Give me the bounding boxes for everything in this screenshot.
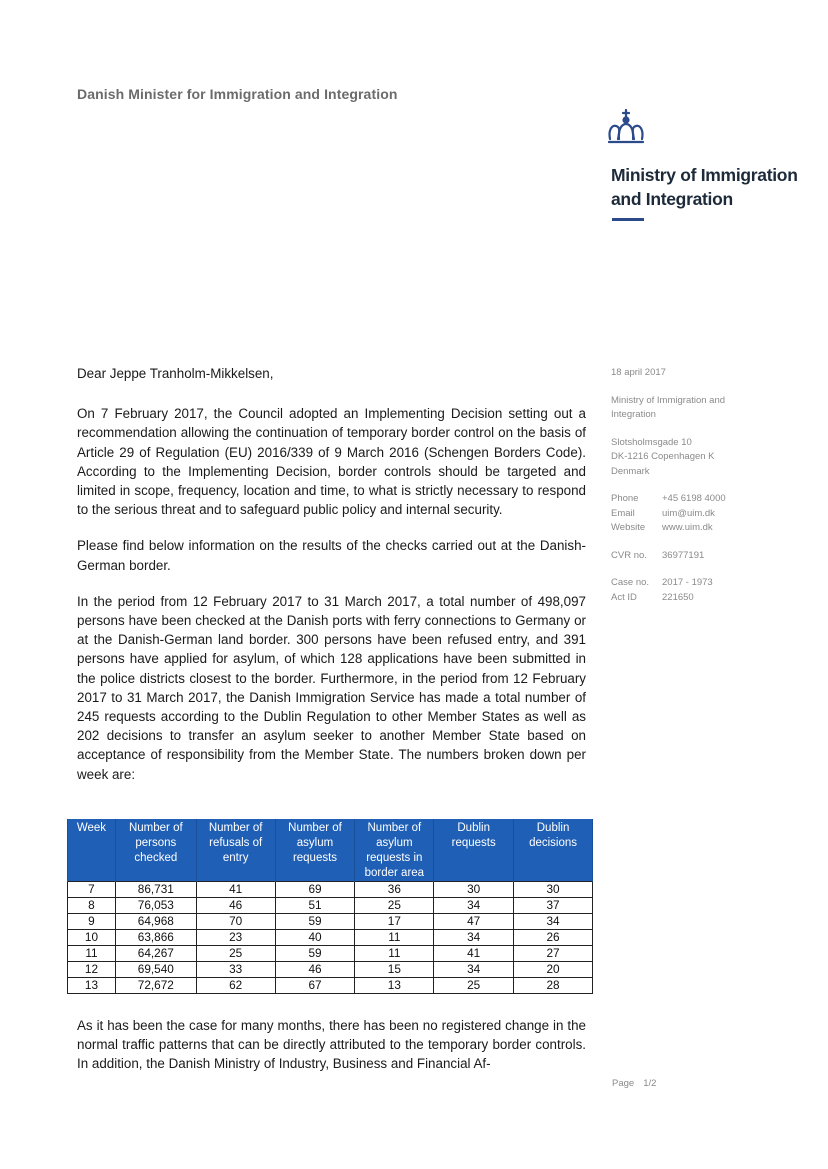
table-cell: 34 bbox=[434, 898, 514, 914]
table-header-row bbox=[68, 819, 593, 882]
table-cell: 7 bbox=[68, 882, 116, 898]
letter-body bbox=[77, 364, 586, 801]
table-cell: 30 bbox=[434, 882, 514, 898]
sidebar-cvr bbox=[611, 549, 801, 564]
header-persons-checked: Number of persons checked bbox=[115, 819, 196, 882]
email-link[interactable]: uim@uim.dk bbox=[662, 507, 715, 519]
header-dublin-decisions: Dublin decisions bbox=[514, 819, 593, 882]
website-link[interactable]: www.uim.dk bbox=[662, 522, 713, 533]
table-cell: 34 bbox=[434, 930, 514, 946]
header-asylum-requests: Number of asylum requests bbox=[275, 819, 355, 882]
table-cell: 64,267 bbox=[115, 946, 196, 962]
sidebar-org bbox=[611, 394, 801, 423]
table-row bbox=[68, 946, 593, 962]
table-cell: 67 bbox=[275, 978, 355, 994]
website-label: Website bbox=[611, 522, 646, 533]
table-row bbox=[68, 962, 593, 978]
phone-value[interactable]: +45 6198 4000 bbox=[662, 493, 726, 504]
email-label: Email bbox=[611, 507, 635, 519]
weekly-statistics-table bbox=[67, 819, 593, 994]
case-value: 2017 - 1973 bbox=[662, 577, 713, 588]
table-cell: 13 bbox=[355, 978, 434, 994]
ministry-name bbox=[611, 163, 798, 211]
table-cell: 30 bbox=[514, 882, 593, 898]
table-cell: 51 bbox=[275, 898, 355, 914]
table-row bbox=[68, 882, 593, 898]
ministry-name-line2: and Integration bbox=[611, 189, 733, 209]
header-asylum-border: Number of asylum requests in border area bbox=[355, 819, 434, 882]
table-cell: 17 bbox=[355, 914, 434, 930]
table-cell: 41 bbox=[434, 946, 514, 962]
table-row bbox=[68, 914, 593, 930]
table-cell: 59 bbox=[275, 914, 355, 930]
address-line3: Denmark bbox=[611, 465, 650, 477]
table-cell: 12 bbox=[68, 962, 116, 978]
table-cell: 40 bbox=[275, 930, 355, 946]
phone-label: Phone bbox=[611, 493, 639, 504]
paragraph-2: Please find below information on the results of the checks carried out at the Danish-German border. bbox=[77, 538, 586, 573]
table-cell: 25 bbox=[434, 978, 514, 994]
table-cell: 9 bbox=[68, 914, 116, 930]
header-week: Week bbox=[68, 819, 116, 882]
act-label: Act ID bbox=[611, 591, 637, 603]
letter-date: 18 april 2017 bbox=[611, 367, 666, 378]
header-dublin-requests: Dublin requests bbox=[434, 819, 514, 882]
contact-sidebar bbox=[611, 366, 801, 618]
table-cell: 46 bbox=[275, 962, 355, 978]
table-row bbox=[68, 898, 593, 914]
table-cell: 59 bbox=[275, 946, 355, 962]
table-cell: 34 bbox=[514, 914, 593, 930]
table-cell: 62 bbox=[196, 978, 275, 994]
table-cell: 26 bbox=[514, 930, 593, 946]
table-cell: 25 bbox=[196, 946, 275, 962]
page-number bbox=[612, 1078, 656, 1089]
table-row bbox=[68, 930, 593, 946]
act-value: 221650 bbox=[662, 591, 694, 603]
sidebar-address bbox=[611, 436, 801, 480]
sidebar-contact bbox=[611, 492, 801, 536]
table-cell: 23 bbox=[196, 930, 275, 946]
table-cell: 72,672 bbox=[115, 978, 196, 994]
sidebar-case bbox=[611, 576, 801, 605]
ministry-accent-rule bbox=[612, 218, 644, 221]
table-body bbox=[68, 882, 593, 994]
table-cell: 11 bbox=[68, 946, 116, 962]
page-value: 1/2 bbox=[643, 1078, 657, 1089]
header-refusals: Number of refusals of entry bbox=[196, 819, 275, 882]
cvr-value: 36977191 bbox=[662, 549, 705, 561]
paragraph-3: In the period from 12 February 2017 to 31 March 2017, a total number of 498,097 persons have been checked at the Danish ports with ferry connections to Germany or at the Danish-German land border. 300 persons have been refused entry, and 391 persons have applied for asylum, of which 128 applications have been submitted in the police districts closest to the border. Furthermore, in the period from 12 February 2017 to 31 March 2017, the Danish Immigration Service has made a total number of 245 requests according to the Dublin Regulation to other Member States as well as 202 decisions to transfer an asylum seeker to another Member State based on acceptance of responsibility from the Member State. The numbers broken down per week are: bbox=[77, 593, 586, 782]
table-cell: 10 bbox=[68, 930, 116, 946]
page-label: Page bbox=[612, 1078, 635, 1089]
table-cell: 69,540 bbox=[115, 962, 196, 978]
case-label: Case no. bbox=[611, 577, 650, 588]
sidebar-org-line1: Ministry of Immigration and bbox=[611, 394, 726, 406]
address-line1: Slotsholmsgade 10 bbox=[611, 436, 692, 448]
address-line2: DK-1216 Copenhagen K bbox=[611, 451, 715, 462]
table-cell: 36 bbox=[355, 882, 434, 898]
paragraph-1: On 7 February 2017, the Council adopted an Implementing Decision setting out a recommendation allowing the continuation of temporary border control on the basis of Article 29 of Regulation (EU) 2016/339 of 9 March 2016 (Schengen Borders Code). According to the Implementing Decision, border controls should be targeted and limited in scope, frequency, location and time, to what is strictly necessary to respond to the serious threat and to safeguard public policy and internal security. bbox=[77, 406, 586, 518]
table-row bbox=[68, 978, 593, 994]
ministry-name-line1: Ministry of Immigration bbox=[611, 165, 798, 185]
table-cell: 86,731 bbox=[115, 882, 196, 898]
table-cell: 25 bbox=[355, 898, 434, 914]
table-cell: 69 bbox=[275, 882, 355, 898]
table-cell: 41 bbox=[196, 882, 275, 898]
table-cell: 63,866 bbox=[115, 930, 196, 946]
table-cell: 13 bbox=[68, 978, 116, 994]
table-cell: 20 bbox=[514, 962, 593, 978]
table-cell: 76,053 bbox=[115, 898, 196, 914]
table-cell: 15 bbox=[355, 962, 434, 978]
table-cell: 34 bbox=[434, 962, 514, 978]
table-cell: 70 bbox=[196, 914, 275, 930]
table-cell: 33 bbox=[196, 962, 275, 978]
royal-crown-icon bbox=[606, 109, 646, 147]
table-cell: 64,968 bbox=[115, 914, 196, 930]
paragraph-4: As it has been the case for many months, there has been no registered change in the normal traffic patterns that can be directly attributed to the temporary border controls. In addition, the Danish Ministry of Industry, Business and Financial Af- bbox=[77, 1018, 586, 1072]
table-cell: 37 bbox=[514, 898, 593, 914]
salutation: Dear Jeppe Tranholm-Mikkelsen, bbox=[77, 366, 274, 381]
table-cell: 47 bbox=[434, 914, 514, 930]
sender-line: Danish Minister for Immigration and Integration bbox=[77, 86, 398, 102]
table-cell: 27 bbox=[514, 946, 593, 962]
table-cell: 28 bbox=[514, 978, 593, 994]
table-cell: 11 bbox=[355, 930, 434, 946]
table-cell: 46 bbox=[196, 898, 275, 914]
table-cell: 8 bbox=[68, 898, 116, 914]
cvr-label: CVR no. bbox=[611, 549, 647, 561]
table-cell: 11 bbox=[355, 946, 434, 962]
sidebar-org-line2: Integration bbox=[611, 409, 656, 420]
